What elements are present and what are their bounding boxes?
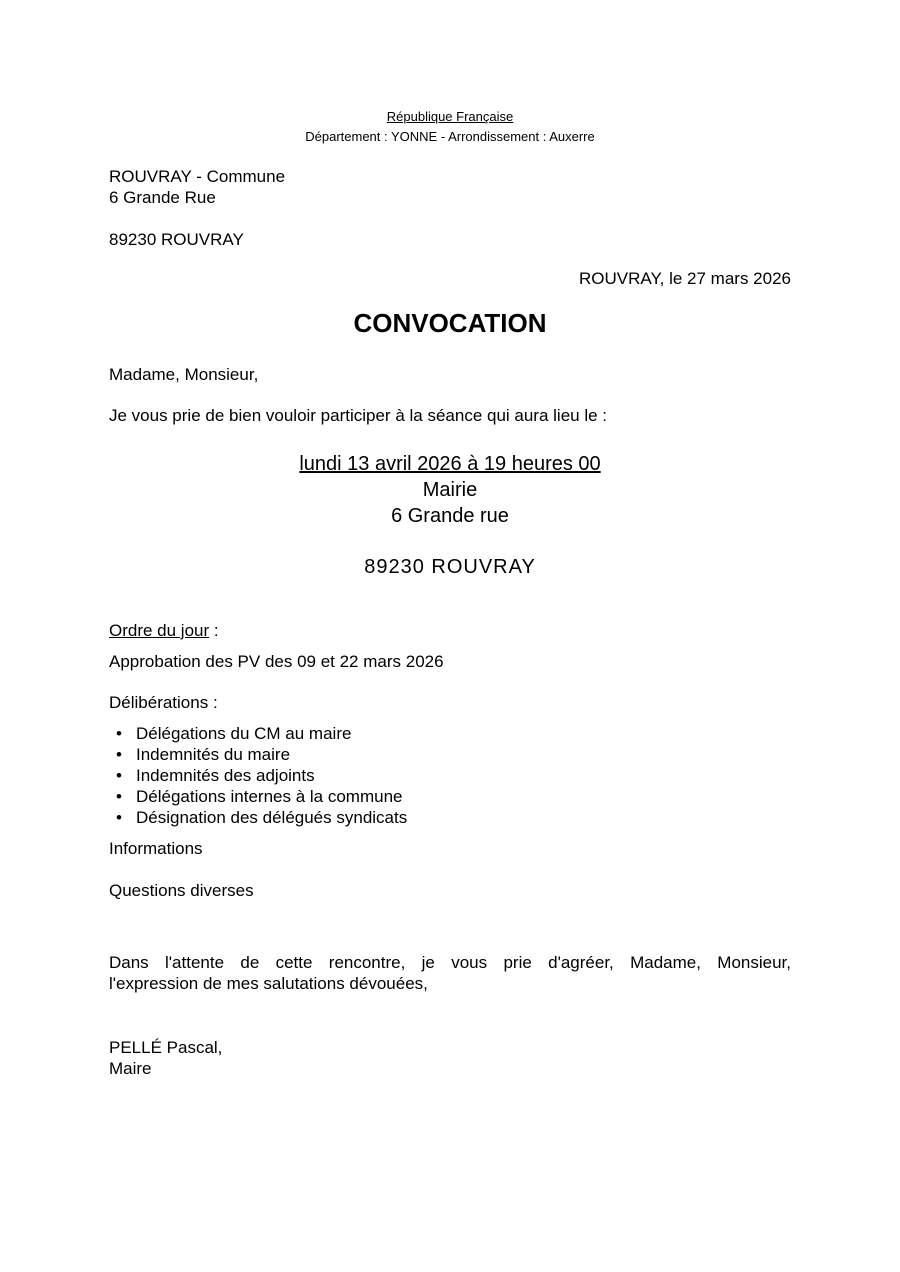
bullet-icon: • [116,766,122,785]
salutation: Madame, Monsieur, [109,365,259,384]
page-title: CONVOCATION [353,308,547,338]
agenda-approval: Approbation des PV des 09 et 22 mars 2026 [109,652,444,671]
bullet-icon: • [116,808,122,827]
list-item [109,765,407,786]
department-line: Département : YONNE - Arrondissement : Auxerre [305,129,595,144]
sender-name: ROUVRAY - Commune [109,167,286,186]
list-item-label: Indemnités des adjoints [136,766,315,785]
deliberations-heading: Délibérations : [109,693,218,712]
bullet-icon: • [116,724,122,743]
bullet-icon: • [116,787,122,806]
list-item-label: Délégations internes à la commune [136,787,403,806]
agenda-heading [109,620,219,641]
sender-street: 6 Grande Rue [109,188,216,207]
deliberations-list [109,723,407,828]
list-item-label: Désignation des délégués syndicats [136,808,408,827]
meeting-street: 6 Grande rue [391,505,509,527]
list-item [109,723,407,744]
closing-line-2: l'expression de mes salutations dévouées, [109,974,428,993]
agenda-heading-suffix: : [209,621,219,640]
closing-paragraph [109,952,791,994]
agenda-informations: Informations [109,839,203,858]
intro-text: Je vous prie de bien vouloir participer à la séance qui aura lieu le : [109,406,608,425]
list-item-label: Indemnités du maire [136,745,291,764]
agenda-heading-text: Ordre du jour [109,621,210,640]
list-item-label: Délégations du CM au maire [136,724,352,743]
meeting-datetime [0,451,900,477]
meeting-place: Mairie [422,479,478,501]
bullet-icon: • [116,745,122,764]
list-item [109,786,407,807]
meeting-datetime-text: lundi 13 avril 2026 à 19 heures 00 [299,453,601,475]
agenda-questions: Questions diverses [109,881,254,900]
signature-name: PELLÉ Pascal, [109,1038,223,1057]
signature-role: Maire [109,1059,152,1078]
closing-line-1: Dans l'attente de cette rencontre, je vous prie d'agréer, Madame, Monsieur, [109,953,791,972]
republic-heading: République Française [386,109,514,124]
list-item [109,807,407,828]
meeting-postal-city: 89230 ROUVRAY [364,556,536,578]
list-item [109,744,407,765]
sender-postal-city: 89230 ROUVRAY [109,230,244,249]
date-line: ROUVRAY, le 27 mars 2026 [579,269,791,288]
